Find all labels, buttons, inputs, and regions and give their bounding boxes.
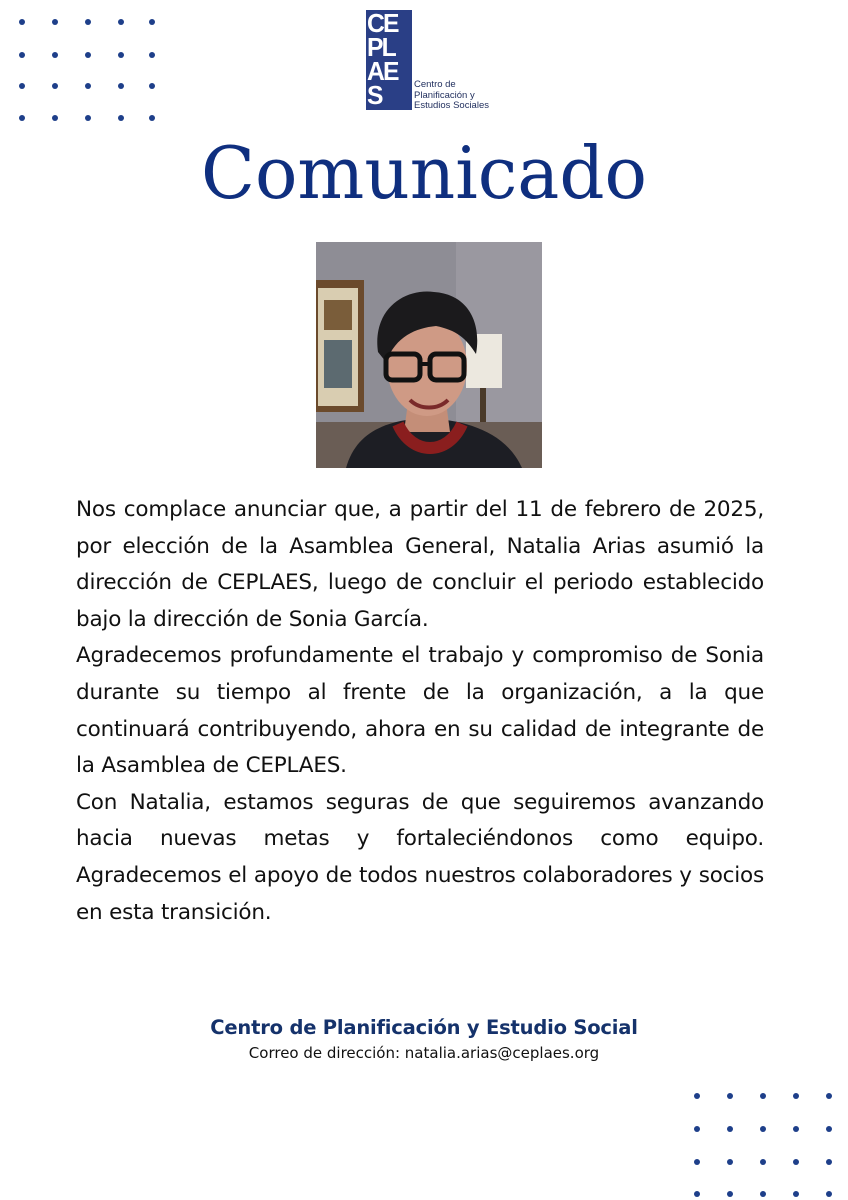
paragraph-1: Nos complace anunciar que, a partir del 11 de febrero de 2025, por elección de la Asamblea General, Natalia Arias asumió la dirección de CEPLAES, luego de concluir el periodo establecido bajo la dirección de Sonia García. (76, 497, 764, 632)
logo-text-line: Planificación y (414, 89, 475, 101)
page-title: Comunicado (200, 131, 648, 215)
dot-grid-bottom-right (694, 1093, 844, 1200)
portrait-photo (316, 242, 542, 468)
logo-text-line: Estudios Sociales (414, 100, 489, 111)
paragraph-2: Agradecemos profundamente el trabajo y compromiso de Sonia durante su tiempo al frente de la organización, a la que continuará contribuyendo, ahora en su calidad de integrante de la Asamblea de CEPLAES. (76, 643, 764, 779)
logo-letters-4: S (367, 80, 382, 110)
logo-text-line: Centro de (414, 79, 456, 90)
footer-org-name: Centro de Planificación y Estudio Social (210, 1016, 638, 1039)
logo-letters-3: AE (367, 56, 398, 86)
logo-text (414, 80, 489, 112)
footer-email[interactable]: Correo de dirección: natalia.arias@ceplaes.org (248, 1044, 600, 1062)
logo-letters-1: CE (367, 8, 398, 38)
ceplaes-logo (366, 10, 506, 112)
portrait-illustration (316, 242, 542, 468)
announcement-body (76, 492, 764, 931)
paragraph-3: Con Natalia, estamos seguras de que seguiremos avanzando hacia nuevas metas y fortaleciéndonos como equipo. Agradecemos el apoyo de todos nuestros colaboradores y socios en esta transición. (76, 789, 764, 925)
dot-grid-top-left (19, 19, 159, 123)
ceplaes-logo-mark (366, 10, 412, 110)
logo-letters-2: PL (367, 32, 395, 62)
